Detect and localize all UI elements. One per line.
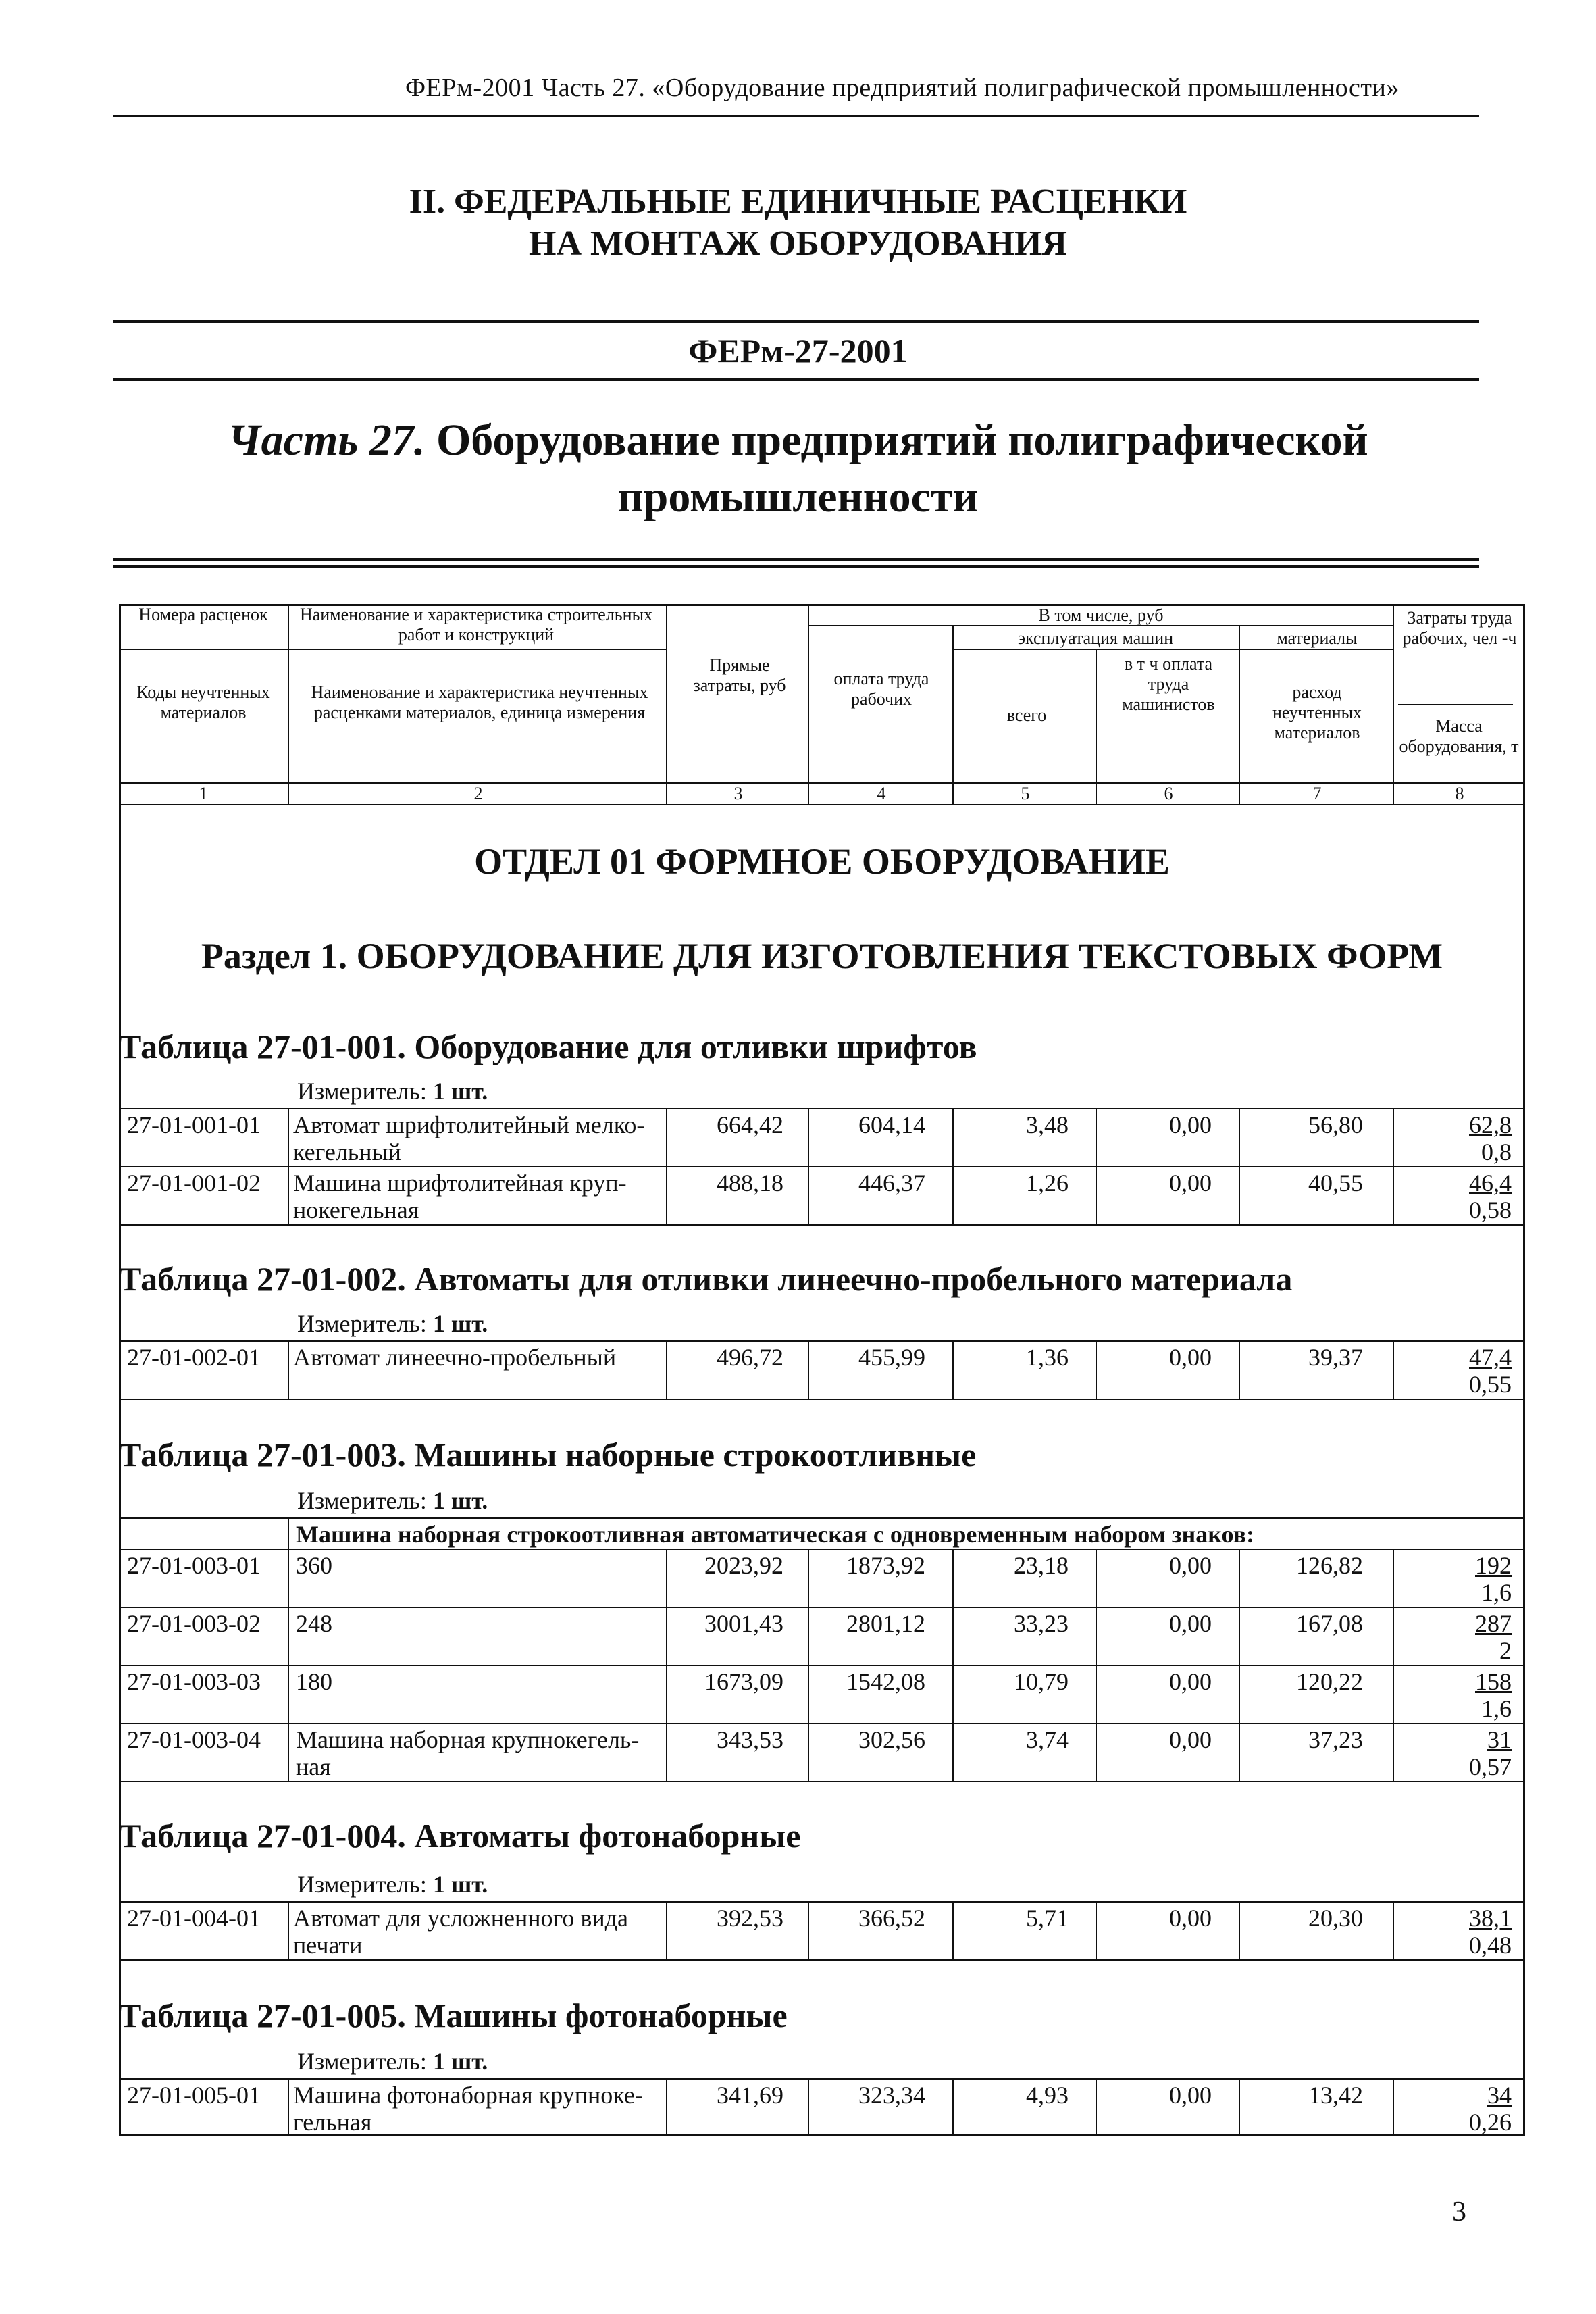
row-vline bbox=[666, 1549, 667, 1781]
measure-label: Измеритель: bbox=[297, 1487, 427, 1514]
materials-header: материалы bbox=[1277, 628, 1358, 648]
row-mach: 33,23 bbox=[1014, 1610, 1069, 1637]
row-name-cont: гельная bbox=[293, 2109, 372, 2136]
row-name: Машина фотонаборная крупноке- bbox=[293, 2082, 643, 2109]
row-mach-labor: 0,00 bbox=[1169, 1169, 1212, 1197]
part-title bbox=[0, 412, 1596, 526]
measure-unit: 1 шт. bbox=[432, 1871, 488, 1898]
page-number: 3 bbox=[1452, 2196, 1466, 2228]
row-vline bbox=[808, 2078, 809, 2136]
header-vline-6 bbox=[1239, 625, 1240, 804]
row-name: 360 bbox=[296, 1552, 332, 1579]
row-mach-labor: 0,00 bbox=[1169, 2082, 1212, 2109]
row-vline bbox=[1239, 1108, 1240, 1224]
row-mach-labor: 0,00 bbox=[1169, 1344, 1212, 1371]
row-vline bbox=[808, 1901, 809, 1959]
rows-line bbox=[119, 1607, 1525, 1608]
row-hours: 34 bbox=[1487, 2082, 1512, 2109]
part-rule-1 bbox=[113, 558, 1479, 561]
rows-line bbox=[119, 1959, 1525, 1961]
header-vline-5 bbox=[1096, 649, 1097, 804]
colnum-3: 3 bbox=[733, 784, 743, 803]
row-vline bbox=[808, 1340, 809, 1399]
rows-line bbox=[119, 1549, 1525, 1550]
row-labor: 366,52 bbox=[858, 1905, 925, 1932]
row-vline bbox=[288, 1549, 289, 1781]
row-vline bbox=[1239, 1901, 1240, 1959]
colnum-4: 4 bbox=[877, 784, 886, 803]
row-mach-labor: 0,00 bbox=[1169, 1552, 1212, 1579]
row-vline bbox=[1096, 1108, 1097, 1224]
row-vline bbox=[1239, 1549, 1240, 1781]
row-labor: 323,34 bbox=[858, 2082, 925, 2109]
incl-header: В том числе, руб bbox=[1038, 605, 1164, 625]
row-vline bbox=[666, 1901, 667, 1959]
row-name: 248 bbox=[296, 1610, 332, 1637]
header-vline-4 bbox=[952, 625, 954, 804]
colnum-6: 6 bbox=[1164, 784, 1173, 803]
row-mat: 56,80 bbox=[1308, 1111, 1363, 1138]
measure-unit: 1 шт. bbox=[432, 1078, 488, 1105]
header-divider-col8 bbox=[1398, 704, 1513, 705]
row-mass: 1,6 bbox=[1481, 1579, 1512, 1606]
row-mass: 1,6 bbox=[1481, 1695, 1512, 1722]
row-name-cont: нокегельная bbox=[293, 1197, 419, 1224]
row-name-cont: ная bbox=[296, 1753, 331, 1780]
row-hours: 46,4 bbox=[1469, 1169, 1512, 1197]
col2-top: Наименование и характеристика строительных работ и конструкций bbox=[299, 605, 653, 645]
row-vline bbox=[288, 1108, 289, 1224]
header-divider-col2 bbox=[288, 649, 666, 650]
row-mach: 3,74 bbox=[1026, 1726, 1069, 1753]
subheading-text: Машина наборная строкоотливная автоматическая с одновременным набором знаков: bbox=[296, 1521, 1255, 1548]
title-line-2: НА МОНТАЖ ОБОРУДОВАНИЯ bbox=[529, 224, 1067, 263]
header-rule bbox=[113, 115, 1479, 117]
row-mat: 39,37 bbox=[1308, 1344, 1363, 1371]
row-direct: 3001,43 bbox=[704, 1610, 783, 1637]
rows-line bbox=[119, 1108, 1525, 1109]
row-vline bbox=[288, 1517, 289, 1549]
col4-header: оплата труда рабочих bbox=[833, 669, 929, 709]
measure-003 bbox=[297, 1486, 488, 1515]
row-mach: 1,26 bbox=[1026, 1169, 1069, 1197]
measure-label: Измеритель: bbox=[297, 1078, 427, 1105]
table-title-002: Таблица 27-01-002. Автоматы для отливки линеечно-пробельного материала bbox=[119, 1260, 1293, 1298]
row-direct: 496,72 bbox=[717, 1344, 783, 1371]
row-vline bbox=[952, 1340, 954, 1399]
row-code: 27-01-001-01 bbox=[127, 1111, 261, 1138]
row-vline bbox=[1393, 1549, 1394, 1781]
row-vline bbox=[288, 2078, 289, 2136]
row-hours: 158 bbox=[1475, 1668, 1512, 1695]
part-title-line-1: Оборудование предприятий полиграфической bbox=[436, 416, 1368, 465]
measure-001 bbox=[297, 1077, 488, 1105]
row-mass: 0,58 bbox=[1469, 1197, 1512, 1224]
running-header: ФЕРм-2001 Часть 27. «Оборудование предприятий полиграфической промышленности» bbox=[405, 74, 1399, 102]
rows-line bbox=[119, 1166, 1525, 1167]
machines-header: эксплуатация машин bbox=[1017, 628, 1174, 648]
row-vline bbox=[288, 1901, 289, 1959]
col6-header: в т ч оплата труда машинистов bbox=[1122, 654, 1215, 714]
header-vline-3 bbox=[808, 604, 809, 804]
row-mach-labor: 0,00 bbox=[1169, 1111, 1212, 1138]
row-vline bbox=[1239, 2078, 1240, 2136]
row-mass: 0,55 bbox=[1469, 1371, 1512, 1398]
rows-line bbox=[119, 1665, 1525, 1666]
row-vline bbox=[1096, 1549, 1097, 1781]
rows-line bbox=[119, 1399, 1525, 1400]
header-divider-sub bbox=[952, 649, 1393, 650]
row-code: 27-01-003-02 bbox=[127, 1610, 261, 1637]
header-divider-col1 bbox=[119, 649, 288, 650]
row-mat: 37,23 bbox=[1308, 1726, 1363, 1753]
row-name: Машина шрифтолитейная круп- bbox=[293, 1169, 627, 1197]
row-vline bbox=[666, 1108, 667, 1224]
row-hours: 31 bbox=[1487, 1726, 1512, 1753]
row-vline bbox=[808, 1108, 809, 1224]
row-name: 180 bbox=[296, 1668, 332, 1695]
row-vline bbox=[1096, 1901, 1097, 1959]
table-title-004: Таблица 27-01-004. Автоматы фотонаборные bbox=[119, 1817, 801, 1855]
header-nums-line bbox=[119, 804, 1525, 805]
table-title-005: Таблица 27-01-005. Машины фотонаборные bbox=[119, 1996, 788, 2034]
row-vline bbox=[1096, 1340, 1097, 1399]
doc-code: ФЕРм-27-2001 bbox=[688, 332, 908, 370]
measure-002 bbox=[297, 1309, 488, 1338]
col2-bottom: Наименование и характеристика неучтенных расценками материалов, единица измерения bbox=[311, 682, 648, 722]
row-mat: 120,22 bbox=[1296, 1668, 1363, 1695]
colnum-7: 7 bbox=[1312, 784, 1322, 803]
row-vline bbox=[666, 1340, 667, 1399]
colnum-5: 5 bbox=[1021, 784, 1030, 803]
colnum-1: 1 bbox=[199, 784, 208, 803]
row-vline bbox=[288, 1340, 289, 1399]
row-vline bbox=[666, 2078, 667, 2136]
row-direct: 392,53 bbox=[717, 1905, 783, 1932]
row-mach: 10,79 bbox=[1014, 1668, 1069, 1695]
row-mach-labor: 0,00 bbox=[1169, 1726, 1212, 1753]
header-vline-2 bbox=[666, 604, 667, 804]
row-hours: 287 bbox=[1475, 1610, 1512, 1637]
col1-bottom: Коды неучтенных материалов bbox=[136, 682, 270, 722]
row-mach: 4,93 bbox=[1026, 2082, 1069, 2109]
row-labor: 2801,12 bbox=[846, 1610, 925, 1637]
rows-line bbox=[119, 1781, 1525, 1782]
measure-unit: 1 шт. bbox=[432, 2048, 488, 2075]
row-hours: 47,4 bbox=[1469, 1344, 1512, 1371]
rows-line bbox=[119, 1517, 1525, 1519]
row-mach-labor: 0,00 bbox=[1169, 1610, 1212, 1637]
row-mach: 3,48 bbox=[1026, 1111, 1069, 1138]
row-mass: 0,8 bbox=[1481, 1138, 1512, 1165]
row-mach-labor: 0,00 bbox=[1169, 1905, 1212, 1932]
row-code: 27-01-005-01 bbox=[127, 2082, 261, 2109]
part-rule-2 bbox=[113, 565, 1479, 568]
measure-label: Измеритель: bbox=[297, 1310, 427, 1337]
colnum-8: 8 bbox=[1455, 784, 1464, 803]
row-name-cont: печати bbox=[293, 1932, 363, 1959]
row-vline bbox=[1393, 1108, 1394, 1224]
row-hours: 38,1 bbox=[1469, 1905, 1512, 1932]
part-title-line-2: промышленности bbox=[617, 472, 979, 522]
rows-line bbox=[119, 1224, 1525, 1226]
measure-label: Измеритель: bbox=[297, 2048, 427, 2075]
col5-header: всего bbox=[1006, 705, 1047, 725]
row-direct: 1673,09 bbox=[704, 1668, 783, 1695]
row-vline bbox=[1393, 2078, 1394, 2136]
row-code: 27-01-003-03 bbox=[127, 1668, 261, 1695]
row-mat: 20,30 bbox=[1308, 1905, 1363, 1932]
rows-line bbox=[119, 2078, 1525, 2080]
row-labor: 302,56 bbox=[858, 1726, 925, 1753]
row-name: Автомат линеечно-пробельный bbox=[293, 1344, 617, 1371]
section-heading: Раздел 1. ОБОРУДОВАНИЕ ДЛЯ ИЗГОТОВЛЕНИЯ ТЕКСТОВЫХ ФОРМ bbox=[201, 936, 1443, 976]
row-direct: 343,53 bbox=[717, 1726, 783, 1753]
header-vline-7 bbox=[1393, 604, 1394, 804]
row-direct: 341,69 bbox=[717, 2082, 783, 2109]
rows-line bbox=[119, 1723, 1525, 1724]
row-mass: 0,26 bbox=[1469, 2109, 1512, 2136]
row-vline bbox=[1096, 2078, 1097, 2136]
row-mat: 13,42 bbox=[1308, 2082, 1363, 2109]
col7-header: расход неучтенных материалов bbox=[1272, 682, 1362, 743]
row-mat: 167,08 bbox=[1296, 1610, 1363, 1637]
row-vline bbox=[952, 1549, 954, 1781]
row-labor: 446,37 bbox=[858, 1169, 925, 1197]
row-name: Машина наборная крупнокегель- bbox=[296, 1726, 640, 1753]
measure-unit: 1 шт. bbox=[432, 1310, 488, 1337]
row-labor: 1873,92 bbox=[846, 1552, 925, 1579]
row-labor: 604,14 bbox=[858, 1111, 925, 1138]
row-mass: 0,48 bbox=[1469, 1932, 1512, 1959]
row-name: Автомат для усложненного вида bbox=[293, 1905, 628, 1932]
title-line-1: II. ФЕДЕРАЛЬНЫЕ ЕДИНИЧНЫЕ РАСЦЕНКИ bbox=[409, 182, 1187, 221]
row-vline bbox=[1239, 1340, 1240, 1399]
row-vline bbox=[952, 1108, 954, 1224]
row-hours: 62,8 bbox=[1469, 1111, 1512, 1138]
row-code: 27-01-002-01 bbox=[127, 1344, 261, 1371]
row-hours: 192 bbox=[1475, 1552, 1512, 1579]
row-mach: 23,18 bbox=[1014, 1552, 1069, 1579]
row-labor: 1542,08 bbox=[846, 1668, 925, 1695]
measure-005 bbox=[297, 2047, 488, 2076]
code-rule-bottom bbox=[113, 378, 1479, 381]
row-mass: 2 bbox=[1499, 1637, 1512, 1664]
row-direct: 2023,92 bbox=[704, 1552, 783, 1579]
row-mat: 126,82 bbox=[1296, 1552, 1363, 1579]
row-direct: 664,42 bbox=[717, 1111, 783, 1138]
rows-line bbox=[119, 1901, 1525, 1903]
department-heading: ОТДЕЛ 01 ФОРМНОЕ ОБОРУДОВАНИЕ bbox=[474, 841, 1170, 882]
row-vline bbox=[1393, 1901, 1394, 1959]
col8-bottom: Масса оборудования, т bbox=[1399, 716, 1519, 756]
row-vline bbox=[952, 2078, 954, 2136]
measure-004 bbox=[297, 1870, 488, 1898]
code-rule-top bbox=[113, 320, 1479, 323]
row-mach: 5,71 bbox=[1026, 1905, 1069, 1932]
col8-top: Затраты труда рабочих, чел -ч bbox=[1402, 608, 1517, 648]
row-mach-labor: 0,00 bbox=[1169, 1668, 1212, 1695]
row-code: 27-01-001-02 bbox=[127, 1169, 261, 1197]
row-mach: 1,36 bbox=[1026, 1344, 1069, 1371]
table-title-001: Таблица 27-01-001. Оборудование для отливки шрифтов bbox=[119, 1028, 977, 1065]
row-code: 27-01-003-04 bbox=[127, 1726, 261, 1753]
measure-unit: 1 шт. bbox=[432, 1487, 488, 1514]
row-mat: 40,55 bbox=[1308, 1169, 1363, 1197]
table-title-003: Таблица 27-01-003. Машины наборные строкоотливные bbox=[119, 1436, 977, 1474]
row-mass: 0,57 bbox=[1469, 1753, 1512, 1780]
row-name-cont: кегельный bbox=[293, 1138, 401, 1165]
row-vline bbox=[1393, 1340, 1394, 1399]
row-labor: 455,99 bbox=[858, 1344, 925, 1371]
row-code: 27-01-004-01 bbox=[127, 1905, 261, 1932]
col3-header: Прямые затраты, руб bbox=[693, 655, 786, 695]
part-label: Часть 27. bbox=[228, 416, 426, 465]
rows-line bbox=[119, 1340, 1525, 1342]
row-direct: 488,18 bbox=[717, 1169, 783, 1197]
header-vline-1 bbox=[288, 604, 289, 804]
col1-top: Номера расценок bbox=[138, 605, 268, 624]
row-vline bbox=[808, 1549, 809, 1781]
row-code: 27-01-003-01 bbox=[127, 1552, 261, 1579]
row-vline bbox=[952, 1901, 954, 1959]
measure-label: Измеритель: bbox=[297, 1871, 427, 1898]
colnum-2: 2 bbox=[473, 784, 483, 803]
row-name: Автомат шрифтолитейный мелко- bbox=[293, 1111, 645, 1138]
